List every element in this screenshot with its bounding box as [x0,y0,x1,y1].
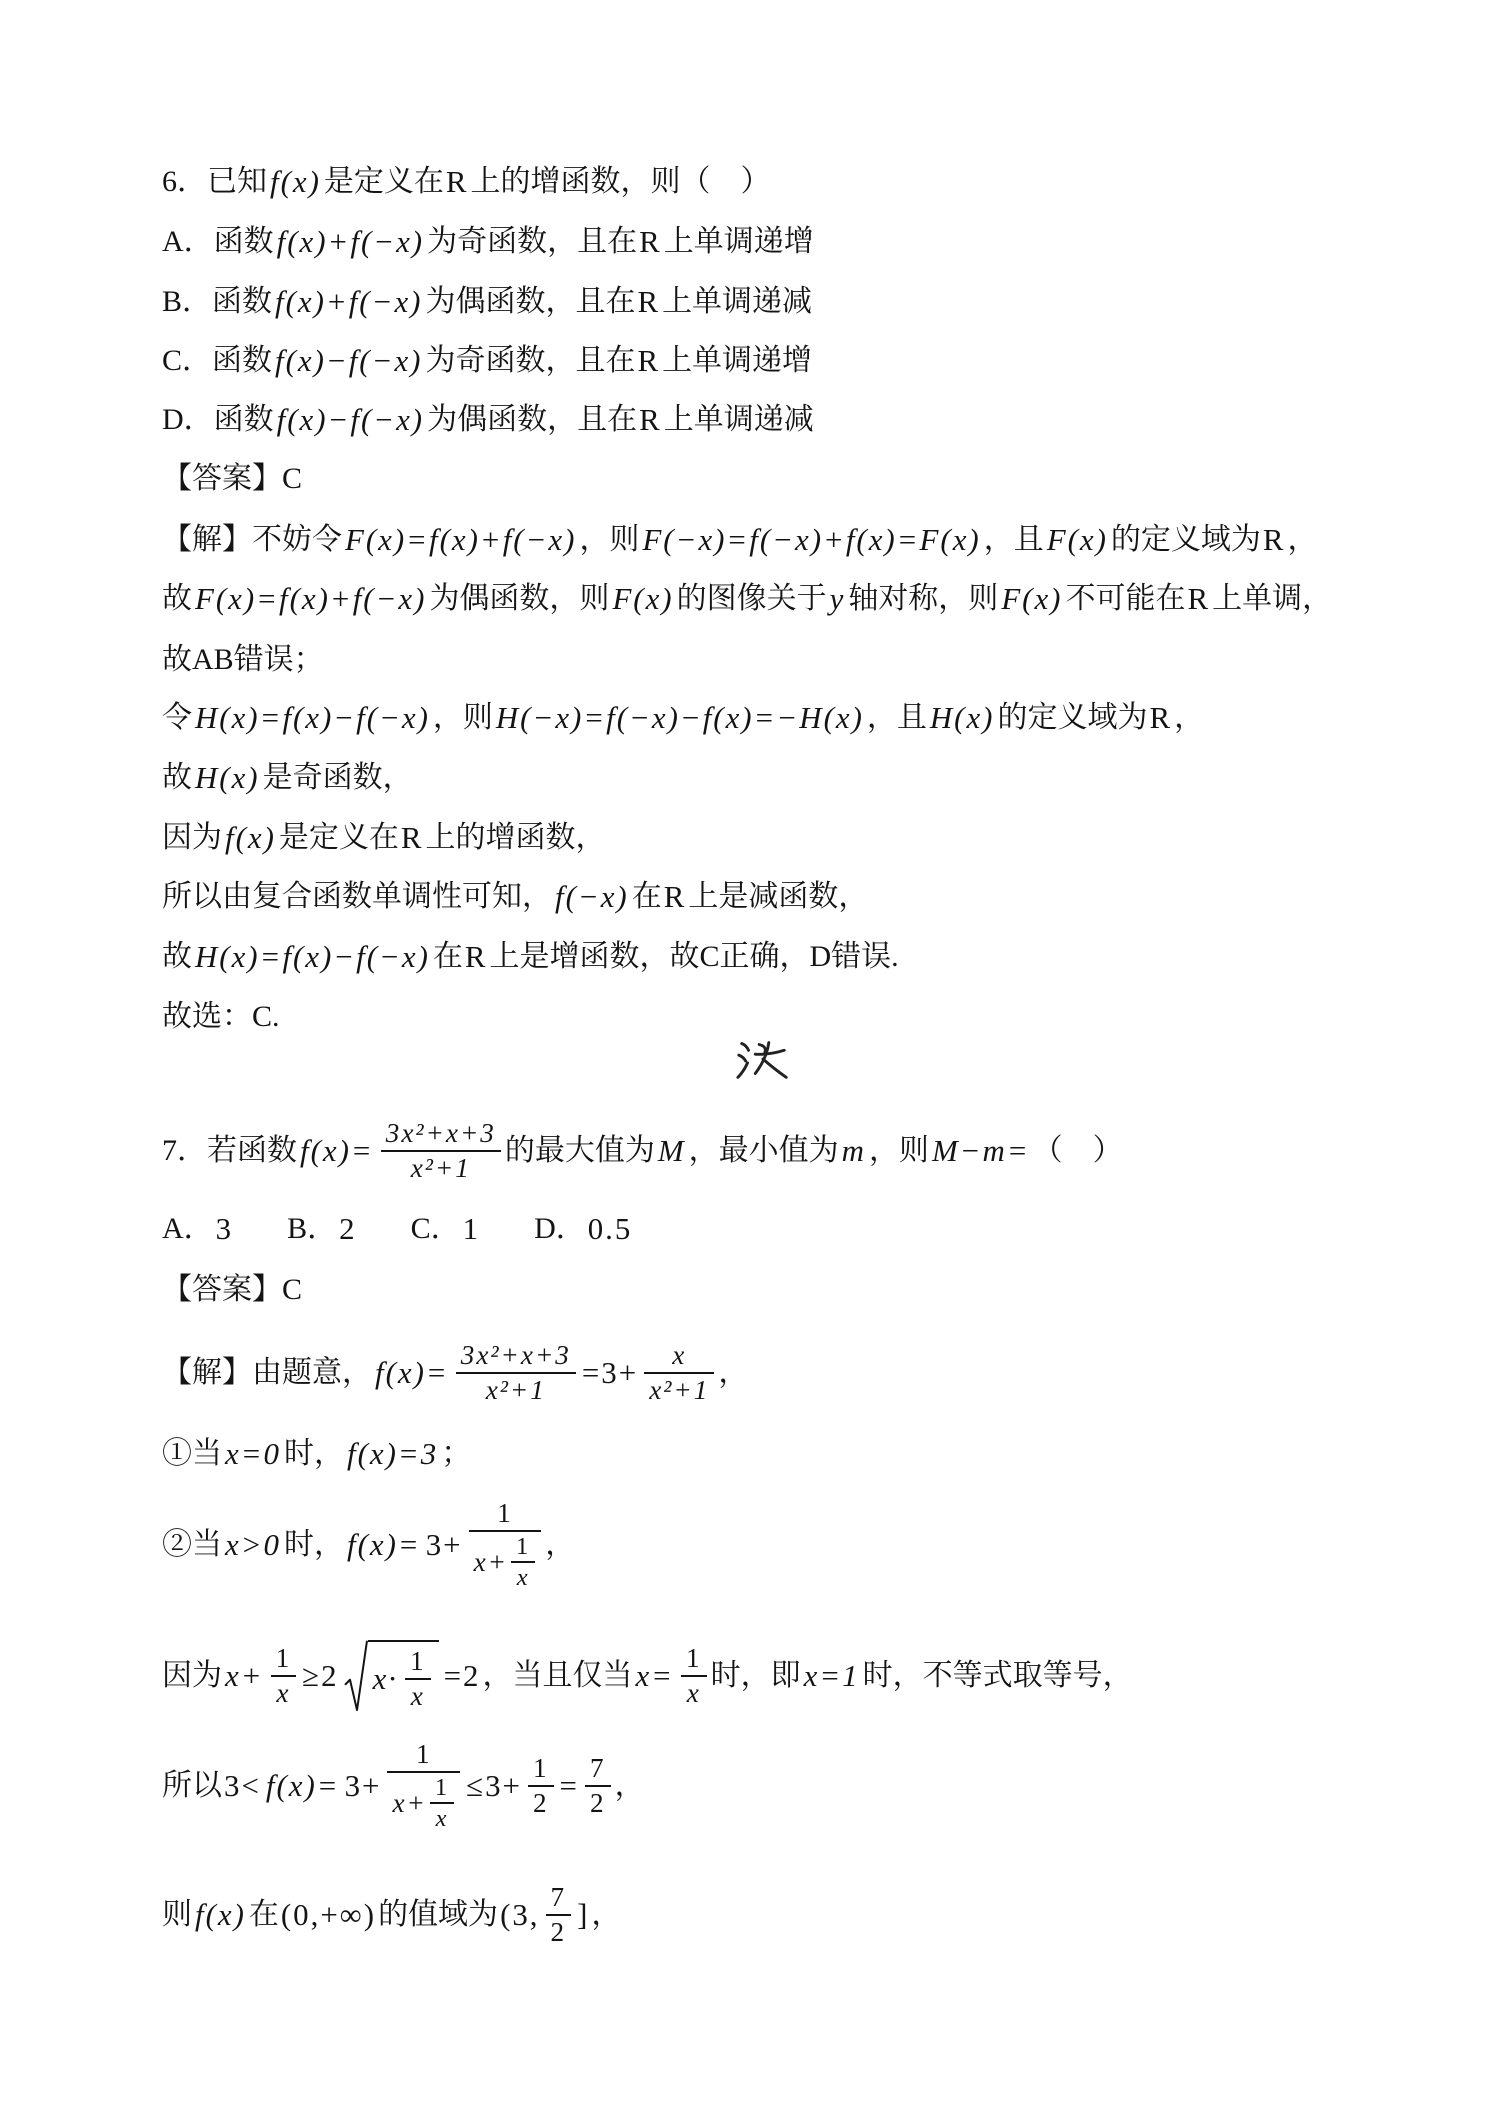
fraction-numerator [681,1642,707,1675]
solution-line [162,1726,645,1846]
text-run: 7．若函数 [162,1134,297,1167]
math-expression: y [829,581,846,617]
text-run: ， [614,1769,645,1802]
math-symbols: R [1149,700,1173,736]
math-symbols: 1 [686,1643,702,1674]
text-run: B．函数 [162,285,273,318]
fraction [546,1881,572,1948]
fraction [271,1642,297,1709]
solution-line [162,539,1332,659]
fraction-denominator [512,1563,535,1592]
text-run: D． [534,1211,586,1245]
math-symbols: 7 [550,1882,567,1913]
text-run: ， [1174,701,1205,734]
fraction [469,1497,542,1592]
fraction-denominator [644,1374,714,1407]
text-run: A．函数 [162,225,274,258]
text-run: ，最小值为 [688,1134,839,1167]
text-run: 所以 [162,1769,222,1802]
text-run: 在 [631,880,662,913]
text-run: 因为 [162,821,222,854]
text-run: 上的增函数，则（ ） [470,165,771,198]
fraction-numerator [430,1773,454,1802]
math-symbols: R [1262,522,1286,558]
math-expression: x [276,1678,291,1708]
fraction-numerator [381,1117,501,1150]
math-expression: F(x) [1046,522,1108,558]
text-run: 为偶函数，则 [429,582,610,615]
math-symbols: ≤3+ [466,1768,522,1804]
math-expression: x+ [392,1788,427,1818]
math-expression: m [841,1133,866,1169]
fraction [430,1773,454,1834]
math-symbols: 7 [589,1753,606,1784]
fraction [387,1738,460,1833]
text-run: 上单调递减 [663,403,814,436]
text-run: ，则 [432,701,493,734]
math-expression: f(x) [270,164,321,200]
fraction-denominator [431,1804,454,1833]
solution-line [162,1616,1133,1736]
text-run: ， [1287,523,1318,556]
math-symbols: 1 [416,1739,432,1770]
math-expression: H(x) [195,760,260,796]
text-run: 【解】不妨令 [162,523,342,556]
math-expression: f(x)= [375,1355,449,1391]
text-run: ， [591,1898,622,1931]
text-run: 【答案】C [162,462,303,495]
math-expression: F(x) [1001,581,1063,617]
math-expression: F(x)=f(x)+f(−x) [195,581,427,617]
text-run: 时，即 [710,1659,801,1692]
text-run: 上单调， [1212,582,1333,615]
text-run: 的定义域为 [997,701,1148,734]
text-run: ，则 [868,1134,929,1167]
math-symbols: R [637,343,661,379]
math-expression: f(x)+f(−x) [276,224,425,260]
text-run: 在 [248,1898,279,1931]
text-run: ，则 [579,523,640,556]
math-expression: f(x)= [347,1527,421,1563]
math-expression: M [657,1133,686,1169]
text-run: 为奇函数，且在 [425,344,636,377]
math-symbols: R [637,284,661,320]
math-expression: H(x)=f(x)−f(−x) [195,939,430,975]
math-expression: x [672,1340,687,1371]
math-symbols: 1 [516,1532,531,1560]
solution-line [162,1485,575,1605]
math-symbols: 3+ [425,1527,463,1563]
math-expression: x=0 [225,1436,282,1472]
math-expression: x=1 [803,1658,860,1694]
math-expression: x+ [473,1547,509,1577]
text-run: （ ） [1032,1134,1123,1167]
fraction-numerator [511,1532,535,1561]
fraction-numerator [492,1497,518,1530]
text-run: C． [410,1211,461,1245]
fraction-denominator [469,1532,542,1593]
math-symbols: 2 [339,1211,357,1247]
text-run: ，当且仅当 [482,1659,633,1692]
option-item [411,1210,482,1247]
text-run: 故选：C. [162,1000,280,1033]
radicand [368,1640,439,1712]
math-expression: F(−x)=f(−x)+f(x)=F(x) [642,522,981,558]
math-expression: f(−x) [555,879,629,915]
text-run: B． [287,1211,338,1245]
fraction-numerator [456,1339,576,1372]
text-run: 上单调递增 [663,225,814,258]
math-symbols: R [445,164,469,200]
square-root [344,1640,439,1712]
text-run: 为偶函数，且在 [425,285,636,318]
math-expression: x [410,1680,425,1711]
math-symbols: ] [577,1897,590,1933]
text-run: 的定义域为 [1110,523,1261,556]
math-symbols: (3, [500,1897,540,1933]
fraction-denominator [682,1677,706,1710]
fraction [456,1339,576,1406]
math-expression: x²+1 [649,1375,710,1405]
text-run: 6．已知 [162,165,267,198]
text-run: 所以由复合函数单调性可知， [162,880,552,913]
text-run: 因为 [162,1659,222,1692]
math-symbols: 1 [497,1498,513,1529]
solution-line [162,957,280,1077]
text-run: 在 [432,940,463,973]
fraction-numerator [405,1645,431,1678]
math-symbols: 2 [532,1788,549,1818]
solution-line [162,1855,621,1975]
math-symbols: R [639,402,662,438]
radical-sign [344,1640,368,1712]
text-run: 上的增函数， [425,821,606,854]
text-run: 上是增函数，故C正确，D错误. [489,940,899,973]
text-run: 时， [284,1437,345,1470]
text-run: 是定义在 [323,165,444,198]
fraction [644,1339,714,1406]
handwritten-mark [734,1034,792,1084]
text-run: 不可能在 [1065,582,1186,615]
math-symbols: 2 [589,1788,606,1818]
fraction-numerator [271,1642,297,1675]
math-expression: F(x)=f(x)+f(−x) [345,522,577,558]
fraction-denominator [481,1374,551,1407]
fraction-denominator [271,1677,295,1710]
text-run: 的值域为 [378,1898,499,1931]
option-item [534,1210,634,1247]
text-run: 时， [284,1528,345,1561]
text-run: 【解】由题意， [162,1356,372,1389]
math-expression: x [435,1805,449,1833]
text-run: D．函数 [162,403,274,436]
fraction [585,1752,611,1819]
text-run: 是定义在 [278,821,399,854]
math-symbols: R [464,939,488,975]
text-run: 上单调递增 [662,344,813,377]
math-expression: x+ [225,1658,264,1694]
math-expression: H(x) [929,700,995,736]
math-symbols: 3+ [344,1768,382,1804]
text-run: 故 [162,761,192,794]
math-expression: F(x) [612,581,674,617]
math-symbols: (0,+∞) [280,1897,377,1933]
text-run: ， [545,1528,576,1561]
text-run: ①当 [162,1437,222,1470]
math-expression: f(x)+f(−x) [275,284,423,320]
math-expression: f(x) [225,820,276,856]
text-run: 故 [162,940,192,973]
text-run: ，且 [983,523,1044,556]
math-symbols: R [1187,581,1211,617]
math-symbols: =3+ [581,1355,639,1391]
math-symbols: 1 [434,1773,450,1801]
math-expression: x= [635,1658,675,1694]
text-run: 故AB错误； [162,643,324,676]
text-run: ②当 [162,1528,222,1561]
math-expression: H(x)=f(x)−f(−x) [195,700,430,736]
math-symbols: 1 [462,1211,481,1247]
text-run: ， [718,1356,749,1389]
text-run: 则 [162,1898,192,1931]
fraction-numerator [667,1339,691,1372]
math-symbols: =2 [443,1658,481,1694]
text-run: 上单调递减 [662,285,813,318]
math-expression: x [686,1678,701,1708]
fraction-denominator [406,1680,430,1713]
fraction-numerator [411,1738,437,1771]
math-symbols: = [559,1768,579,1804]
math-symbols: 1 [275,1643,292,1674]
text-run: ，且 [866,701,927,734]
math-expression: x· [372,1660,398,1696]
math-expression: f(x)= [265,1768,340,1804]
text-run: 轴对称，则 [848,582,999,615]
math-symbols: 0.5 [587,1211,633,1247]
math-symbols: 2 [550,1917,567,1947]
text-run: 是奇函数， [262,761,413,794]
fraction-denominator [387,1773,460,1834]
math-expression: H(−x)=f(−x)−f(x)=−H(x) [495,700,864,736]
text-run: 故 [162,582,192,615]
fraction [528,1752,554,1819]
text-run: 令 [162,701,192,734]
text-run: 的最大值为 [504,1134,655,1167]
fraction [511,1532,535,1593]
math-expression: f(x)=3 [347,1436,439,1472]
fraction [681,1642,707,1709]
text-run: 为偶函数，且在 [427,403,638,436]
math-symbols: 3< [224,1768,261,1804]
math-symbols: 1 [532,1753,549,1784]
fraction-denominator [528,1787,554,1820]
fraction-denominator [546,1916,572,1949]
math-expression: 3x²+x+3 [460,1340,571,1371]
math-expression: x>0 [225,1527,282,1563]
text-run: ； [441,1437,472,1470]
text-run: 时，不等式取等号， [862,1659,1133,1692]
fraction-numerator [585,1752,611,1785]
math-expression: f(x) [195,1897,246,1933]
text-run: 【答案】C [162,1273,303,1306]
math-expression: x²+1 [485,1375,546,1405]
math-expression: f(x)−f(−x) [276,402,425,438]
fraction-numerator [528,1752,554,1785]
math-expression: x [516,1564,530,1592]
math-symbols: R [663,879,687,915]
text-run: C．函数 [162,344,273,377]
math-symbols: 1 [410,1645,426,1676]
math-expression: x²+1 [410,1153,471,1183]
math-expression: f(x)−f(−x) [275,343,423,379]
text-run: 为奇函数，且在 [427,225,638,258]
text-run: 的图像关于 [676,582,827,615]
math-symbols: 3 [215,1211,234,1247]
math-symbols: ≥2 [302,1658,339,1694]
text-run: A． [162,1211,214,1245]
fraction [405,1645,431,1712]
fraction-denominator [585,1787,611,1820]
math-expression: M−m= [931,1133,1030,1169]
math-symbols: R [400,820,424,856]
math-expression: 3x²+x+3 [385,1118,496,1149]
math-expression: f(x)= [300,1133,374,1169]
fraction-numerator [546,1881,572,1914]
math-symbols: R [639,224,662,260]
text-run: 上是减函数， [688,880,869,913]
